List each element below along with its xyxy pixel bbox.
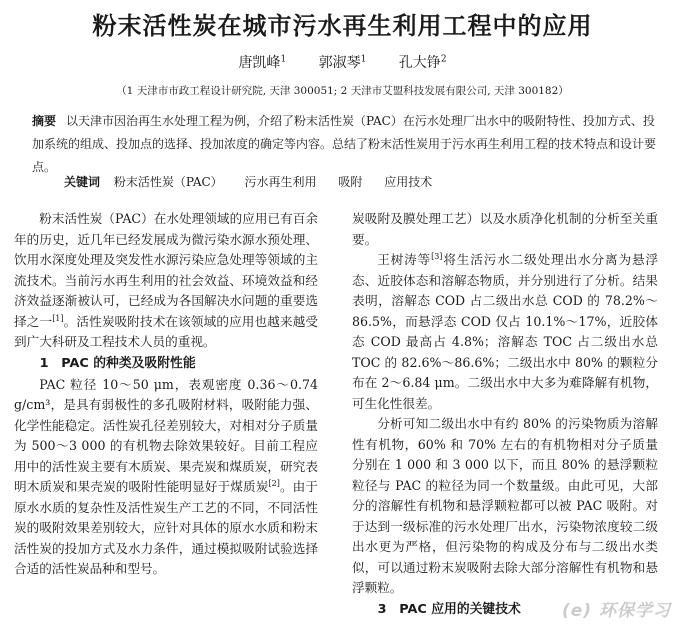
affiliations: （1 天津市市政工程设计研究院, 天津 300051; 2 天津市艾盟科技发展有限公司, 天津 300182）	[116, 85, 569, 97]
keywords-label: 关键词	[64, 175, 101, 189]
citation[interactable]: [1]	[52, 313, 64, 323]
keywords	[64, 173, 450, 190]
author: 唐凯峰$^1$	[238, 54, 287, 71]
author-list	[0, 52, 685, 72]
keyword: 污水再生利用	[244, 175, 317, 189]
body-paragraph: 王树涛等[3]将生活污水二级处理出水分离为悬浮态、近胶体态和溶解态物质，并分别进行了分析。结果表明，溶解态 COD 占二级出水总 COD 的 78.2%～86.5%，而悬浮态 COD 仅占 10.1%～17%，近胶体态 COD 最高占 4.8%；溶解态 TOC 占二级出水总 TOC 的 82.6%～86.6%；二级出水中 80% 的颗粒分布在 2～6.84 μm。二级出水中大多为难降解有机物，可生化性很差。	[352, 251, 659, 411]
right-column	[352, 209, 658, 621]
paper-title: 粉末活性炭在城市污水再生利用工程中的应用	[92, 12, 593, 40]
section-heading: 3 PAC 应用的关键技术	[377, 601, 521, 617]
keyword: 应用技术	[384, 175, 433, 189]
left-column	[14, 209, 318, 580]
abstract-text: 以天津市因治再生水处理工程为例，介绍了粉末活性炭（PAC）在污水处理厂出水中的吸附特性、投加方式、投加系统的组成、投加点的选择、投加浓度的确定等内容。总结了粉末活性炭用于污水再生利用工程的技术特点和设计要点。	[32, 114, 657, 174]
watermark-logo: (e) 环保学习	[562, 601, 671, 621]
body-paragraph: 炭吸附及膜处理工艺）以及水质净化机制的分析至关重要。	[352, 211, 658, 247]
body-paragraph: 分析可知二级出水中有约 80% 的污染物质为溶解性有机物，60% 和 70% 左右的有机物相对分子质量分别在 1 000 和 3 000 以下，而且 80% 的悬浮颗粒粒径与 PAC 的粒径为同一个数量级。由此可见，大部分的溶解性有机物和悬浮颗粒都可以被 PAC 吸附。对于达到一级标准的污水处理厂出水，污染物浓度较二级出水更为严格，但污染物的构成及分布与二级出水类似，可以通过粉末炭吸附去除大部分溶解性有机物和悬浮颗粒。	[352, 416, 658, 595]
section-heading: 1 PAC 的种类及吸附性能	[39, 355, 196, 371]
abstract	[32, 110, 658, 179]
citation[interactable]: [3]	[431, 251, 443, 261]
author: 郭淑琴$^1$	[318, 54, 367, 71]
abstract-label: 摘要	[32, 114, 57, 128]
citation[interactable]: [2]	[268, 478, 280, 488]
intro-paragraph: 粉末活性炭（PAC）在水处理领域的应用已有百余年的历史，近几年已经发展成为微污染水源水预处理、饮用水深度处理及突发性水源污染应急处理等领域的主流技术。当前污水再生利用的社会效益、环境效益和经济效益逐渐被认可，已经成为各国解决水问题的重要选择之一[1]。活性炭吸附技术在该领域的应用也越来越受到广大科研及工程技术人员的重视。	[14, 211, 319, 349]
author: 孔大铮$^2$	[398, 54, 447, 71]
keyword: 吸附	[338, 175, 363, 189]
body-paragraph: PAC 粒径 10～50 μm，表观密度 0.36～0.74 g/cm³，是具有弱极性的多孔吸附材料，吸附能力强、化学性能稳定。活性炭孔径差别较大，对相对分子质量为 500～3 000 的有机物去除效果较好。目前工程应用中的活性炭主要有木质炭、果壳炭和煤质炭，研究表明木质炭和果壳炭的吸附性能明显好于煤质炭[2]。由于原水水质的复杂性及活性炭生产工艺的不同，不同活性炭的吸附效果差别较大，应针对具体的原水水质和粉末活性炭的投加方式及水力条件，通过模拟吸附试验选择合适的活性炭品种和型号。	[14, 376, 319, 576]
keyword: 粉末活性炭（PAC）	[113, 175, 223, 189]
